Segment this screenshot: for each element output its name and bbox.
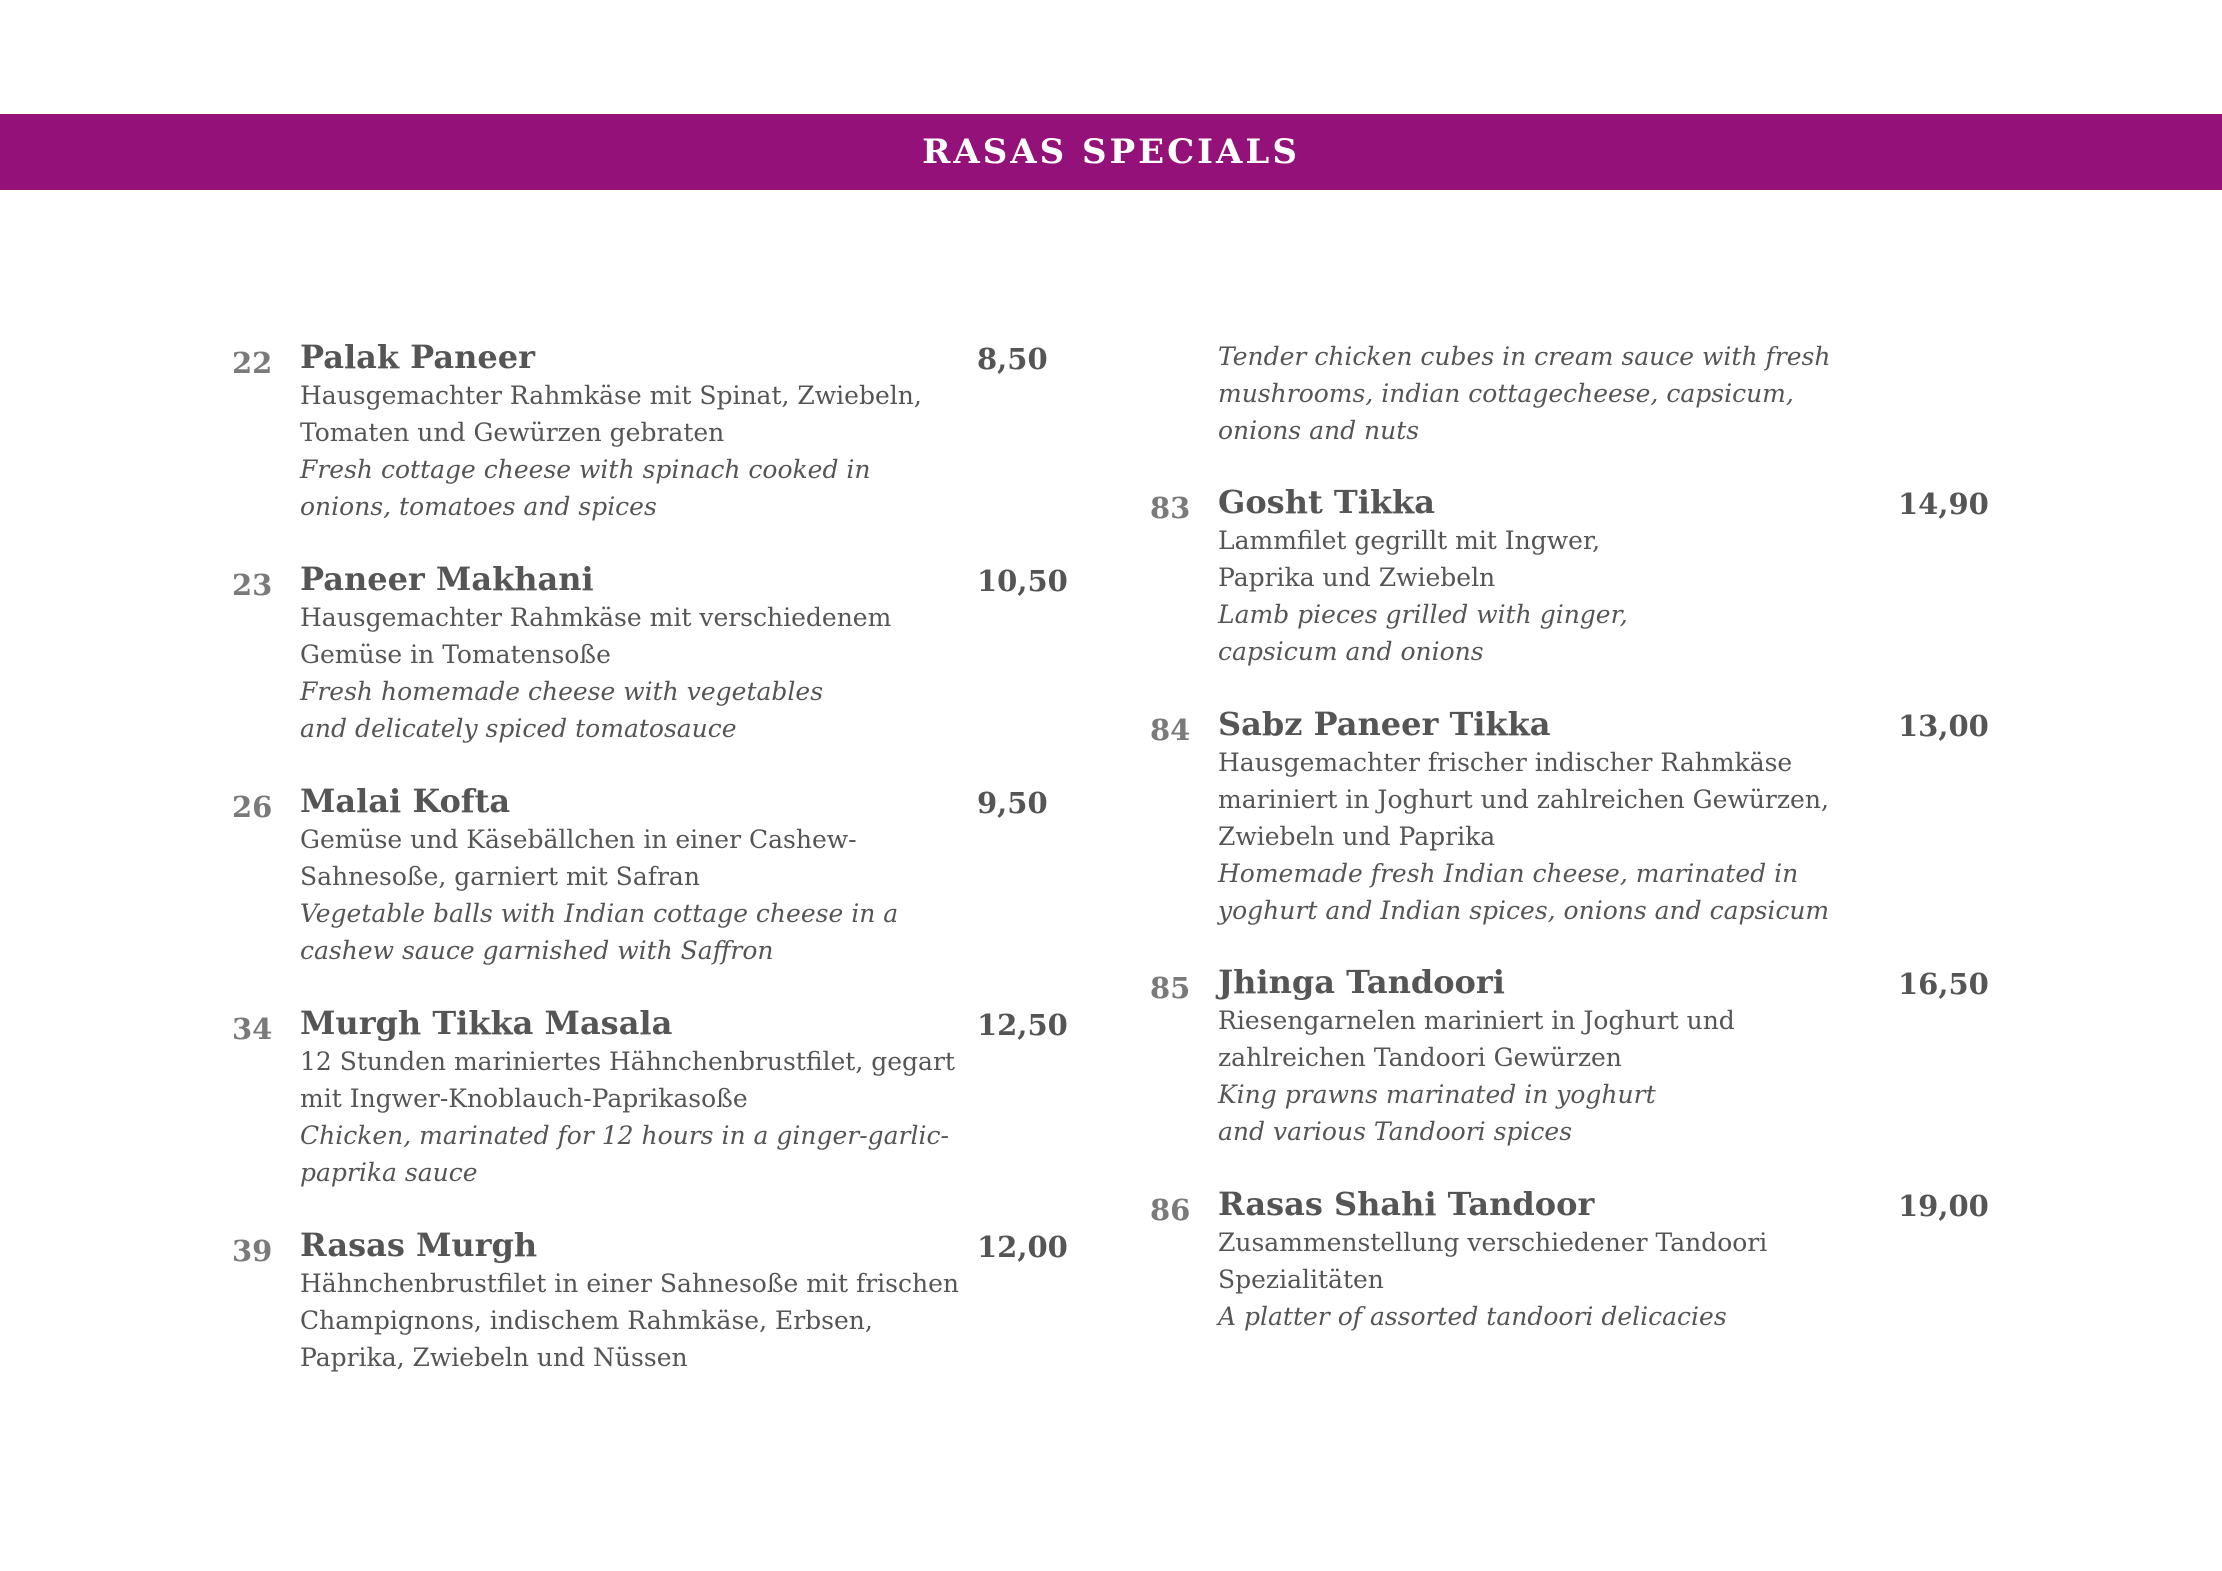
item-number: 34: [232, 1012, 273, 1046]
item-number: 84: [1150, 713, 1191, 747]
item-description: [1218, 1002, 1918, 1150]
german-description-line: Paprika und Zwiebeln: [1218, 563, 1496, 592]
german-description-line: Hausgemachter Rahmkäse mit verschiedenem: [300, 603, 892, 632]
german-description-line: mit Ingwer-Knoblauch-Paprikasoße: [300, 1084, 748, 1113]
english-description-line: Fresh homemade cheese with vegetables: [300, 677, 824, 706]
german-description-line: Hausgemachter frischer indischer Rahmkäse: [1218, 748, 1793, 777]
german-description-line: Sahnesoße, garniert mit Safran: [300, 862, 700, 891]
german-description-line: Lammfilet gegrillt mit Ingwer,: [1218, 526, 1601, 555]
english-description-line: and various Tandoori spices: [1218, 1117, 1573, 1146]
item-description: [300, 1265, 1000, 1376]
item-description: [300, 821, 1000, 969]
item-name: Malai Kofta: [300, 782, 511, 820]
item-price: 13,00: [1898, 709, 1989, 743]
german-description-line: Zwiebeln und Paprika: [1218, 822, 1496, 851]
item-description: [1218, 338, 1918, 449]
english-description-line: cashew sauce garnished with Saffron: [300, 936, 774, 965]
item-price: 10,50: [977, 564, 1068, 598]
item-number: 23: [232, 568, 273, 602]
item-price: 12,50: [977, 1008, 1068, 1042]
english-description-line: yoghurt and Indian spices, onions and capsicum: [1218, 896, 1830, 925]
item-description: [1218, 744, 1918, 929]
item-number: 83: [1150, 491, 1191, 525]
item-name: Palak Paneer: [300, 338, 535, 376]
item-description: [1218, 1224, 1918, 1335]
english-description-line: onions, tomatoes and spices: [300, 492, 657, 521]
item-price: 8,50: [977, 342, 1048, 376]
english-description-line: King prawns marinated in yoghurt: [1218, 1080, 1656, 1109]
german-description-line: Paprika, Zwiebeln und Nüssen: [300, 1343, 688, 1372]
item-name: Jhinga Tandoori: [1218, 963, 1505, 1001]
german-description-line: Gemüse in Tomatensoße: [300, 640, 611, 669]
german-description-line: Champignons, indischem Rahmkäse, Erbsen,: [300, 1306, 873, 1335]
item-name: Sabz Paneer Tikka: [1218, 705, 1551, 743]
german-description-line: Riesengarnelen mariniert in Joghurt und: [1218, 1006, 1735, 1035]
page-title: RASAS SPECIALS: [922, 132, 1300, 172]
english-description-line: Fresh cottage cheese with spinach cooked in: [300, 455, 871, 484]
german-description-line: mariniert in Joghurt und zahlreichen Gewürzen,: [1218, 785, 1829, 814]
item-name: Rasas Murgh: [300, 1226, 538, 1264]
german-description-line: Tomaten und Gewürzen gebraten: [300, 418, 725, 447]
english-description-line: onions and nuts: [1218, 416, 1420, 445]
item-description: [300, 377, 1000, 525]
english-description-line: Chicken, marinated for 12 hours in a ginger-garlic-: [300, 1121, 949, 1150]
item-price: 16,50: [1898, 967, 1989, 1001]
german-description-line: zahlreichen Tandoori Gewürzen: [1218, 1043, 1622, 1072]
item-name: Murgh Tikka Masala: [300, 1004, 673, 1042]
item-number: 85: [1150, 971, 1191, 1005]
english-description-line: capsicum and onions: [1218, 637, 1484, 666]
german-description-line: Hähnchenbrustfilet in einer Sahnesoße mit frischen: [300, 1269, 959, 1298]
english-description-line: paprika sauce: [300, 1158, 478, 1187]
item-name: Gosht Tikka: [1218, 483, 1435, 521]
item-name: Paneer Makhani: [300, 560, 594, 598]
item-number: 22: [232, 346, 273, 380]
english-description-line: and delicately spiced tomatosauce: [300, 714, 737, 743]
item-description: [300, 1043, 1000, 1191]
item-price: 14,90: [1898, 487, 1989, 521]
item-price: 19,00: [1898, 1189, 1989, 1223]
english-description-line: Homemade fresh Indian cheese, marinated in: [1218, 859, 1799, 888]
header-banner: [0, 114, 2222, 190]
item-price: 12,00: [977, 1230, 1068, 1264]
german-description-line: 12 Stunden mariniertes Hähnchenbrustfilet, gegart: [300, 1047, 955, 1076]
item-number: 86: [1150, 1193, 1191, 1227]
item-number: 39: [232, 1234, 273, 1268]
german-description-line: Hausgemachter Rahmkäse mit Spinat, Zwiebeln,: [300, 381, 922, 410]
item-number: 26: [232, 790, 273, 824]
german-description-line: Zusammenstellung verschiedener Tandoori: [1218, 1228, 1768, 1257]
item-description: [1218, 522, 1918, 670]
english-description-line: Lamb pieces grilled with ginger,: [1218, 600, 1628, 629]
item-price: 9,50: [977, 786, 1048, 820]
english-description-line: A platter of assorted tandoori delicacies: [1218, 1302, 1727, 1331]
english-description-line: Tender chicken cubes in cream sauce with fresh: [1218, 342, 1831, 371]
item-description: [300, 599, 1000, 747]
english-description-line: Vegetable balls with Indian cottage cheese in a: [300, 899, 899, 928]
english-description-line: mushrooms, indian cottagecheese, capsicum,: [1218, 379, 1794, 408]
german-description-line: Spezialitäten: [1218, 1265, 1384, 1294]
german-description-line: Gemüse und Käsebällchen in einer Cashew-: [300, 825, 857, 854]
item-name: Rasas Shahi Tandoor: [1218, 1185, 1595, 1223]
